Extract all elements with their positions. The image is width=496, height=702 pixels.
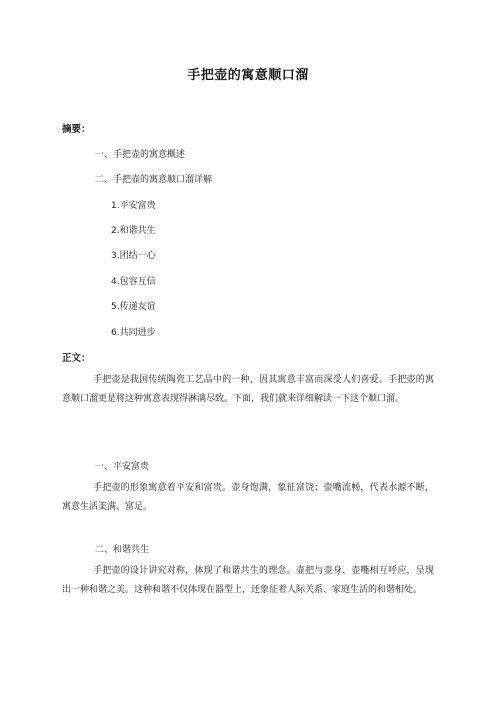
toc-subitem-3: 3.团结一心 <box>111 251 156 261</box>
toc-subitem-5: 5.传递友谊 <box>111 302 156 312</box>
document-title: 手把壶的寓意顺口溜 <box>187 68 309 83</box>
body-label: 正文： <box>62 353 91 364</box>
intro-paragraph: 手把壶是我国传统陶瓷工艺品中的一种，因其寓意丰富而深受人们喜爱。手把壶的寓意顺口溜更是将这种寓意表现得淋漓尽致。下面，我们就来详细解读一下这个顺口溜。 <box>62 375 434 404</box>
toc-item-1: 一、手把壶的寓意概述 <box>95 150 186 160</box>
toc-subitem-2: 2.和谐共生 <box>111 226 156 236</box>
abstract-label: 摘要： <box>62 124 91 135</box>
toc-subitem-6: 6.共同进步 <box>111 328 156 338</box>
toc-subitem-1: 1.平安富贵 <box>111 201 156 211</box>
toc-subitem-4: 4.包容互信 <box>111 277 156 287</box>
section-1-text: 手把壶的形象寓意着平安和富贵。壶身饱满，象征富饶；壶嘴流畅，代表水源不断，寓意生活美满、富足。 <box>62 483 434 512</box>
toc-item-2: 二、手把壶的寓意顺口溜详解 <box>95 175 213 185</box>
section-2-heading: 二、和谐共生 <box>95 545 150 555</box>
section-2-text: 手把壶的设计讲究对称，体现了和谐共生的理念。壶把与壶身、壶嘴相互呼应，呈现出一种和谐之美。这种和谐不仅体现在器型上，还象征着人际关系、家庭生活的和谐相处。 <box>62 566 434 595</box>
section-1-heading: 一、平安富贵 <box>95 462 150 472</box>
